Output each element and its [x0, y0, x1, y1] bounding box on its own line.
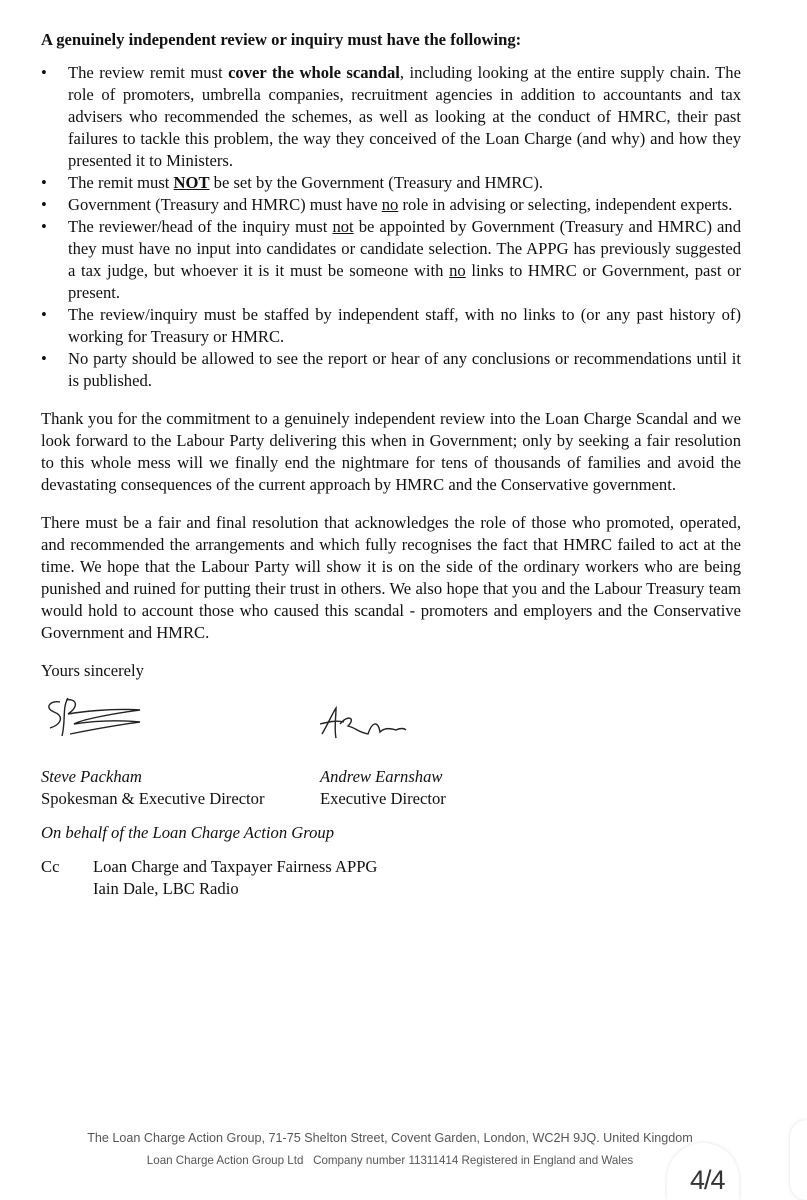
- cc-recipient: Iain Dale, LBC Radio: [93, 879, 239, 898]
- requirement-text: The review/inquiry must be staffed by independent staff, with no links to (or any past history of) working for Treasury or HMRC.: [68, 305, 741, 346]
- emphasis-text: cover the whole scandal: [228, 63, 400, 82]
- requirement-text: The reviewer/head of the inquiry must: [68, 217, 333, 236]
- requirement-text: The remit must: [68, 173, 174, 192]
- requirement-text: The review remit must: [68, 63, 229, 82]
- emphasis-text: no: [381, 195, 399, 214]
- requirement-text: role in advising or selecting, independent experts.: [398, 195, 733, 214]
- signatory-column: [41, 694, 320, 810]
- bullet-icon: •: [41, 349, 47, 368]
- scroll-bubble[interactable]: [790, 1120, 807, 1200]
- footer-address: The Loan Charge Action Group, 71-75 Shelton Street, Covent Garden, London, WC2H 9JQ. United Kingdom: [87, 1131, 693, 1145]
- signatory-name: Steve Packham: [41, 767, 142, 786]
- bullet-icon: •: [41, 173, 47, 192]
- requirement-text: be set by the Government (Treasury and HMRC).: [209, 173, 544, 192]
- signatory-column: [320, 694, 446, 810]
- closing: Yours sincerely: [41, 661, 144, 680]
- paragraph-thanks: Thank you for the commitment to a genuinely independent review into the Loan Charge Scandal and we look forward to the Labour Party delivering this when in Government; only by seeking a fair resolution to this whole mess will we finally end the nightmare for tens of thousands of families and avoid the devastating consequences of the current approach by HMRC and the Conservative government.: [41, 409, 741, 494]
- cc-block: [41, 856, 741, 900]
- section-heading: A genuinely independent review or inquiry must have the following:: [41, 30, 522, 49]
- bullet-icon: •: [41, 217, 47, 236]
- page-indicator: 4/4: [690, 1165, 725, 1195]
- bullet-icon: •: [41, 195, 47, 214]
- bullet-icon: •: [41, 63, 47, 82]
- requirement-text: , including looking at the entire supply chain. The role of promoters, umbrella companies, recruitment agencies in addition to accountants and tax advisers who recommended the schemes, as well as looking at the conduct of HMRC, their past failures to tackle this problem, the way they conceived of the Loan Charge (and why) and how they presented it to Ministers.: [68, 63, 741, 170]
- requirement-text: No party should be allowed to see the report or hear of any conclusions or recommendations until it is published.: [68, 349, 741, 390]
- requirement-item: [41, 216, 741, 304]
- requirement-item: [41, 172, 741, 194]
- emphasis-text: not: [332, 217, 354, 236]
- cc-recipients: [93, 856, 377, 900]
- signature-andrew-earnshaw: [318, 704, 408, 744]
- paragraph-resolution: There must be a fair and final resolution that acknowledges the role of those who promoted, operated, and recommended the arrangements and which fully recognises the fact that HMRC failed to act at the time. We hope that the Labour Party will show it is on the side of the ordinary workers who are being punished and ruined for putting their trust in others. We also hope that you and the Labour Treasury team would hold to account those who caused this scandal - promoters and employers and the Conservative Government and HMRC.: [41, 513, 741, 642]
- signatory-name: Andrew Earnshaw: [320, 767, 443, 786]
- emphasis-text: no: [449, 261, 466, 280]
- requirement-item: [41, 304, 741, 348]
- on-behalf-line: On behalf of the Loan Charge Action Group: [41, 823, 334, 842]
- requirement-text: Government (Treasury and HMRC) must have: [68, 195, 382, 214]
- requirements-list: [41, 62, 741, 392]
- emphasis-text: NOT: [173, 173, 210, 192]
- requirement-item: [41, 194, 741, 216]
- signature-steve-packham: [40, 694, 150, 744]
- requirement-text: links to HMRC or Government, past or present.: [68, 261, 741, 302]
- bullet-icon: •: [41, 305, 47, 324]
- requirement-text: be appointed by Government (Treasury and HMRC) and they must have no input into candidates or candidate selection. The APPG has previously suggested a tax judge, but whoever it is it must be someone with: [68, 217, 741, 280]
- requirement-item: [41, 348, 741, 392]
- letter-body: [41, 29, 741, 900]
- signatory-role: Spokesman & Executive Director: [41, 789, 265, 808]
- signatory-role: Executive Director: [320, 789, 446, 808]
- requirement-item: [41, 62, 741, 172]
- cc-label: Cc: [41, 857, 60, 876]
- cc-recipient: Loan Charge and Taxpayer Fairness APPG: [93, 857, 378, 876]
- signature-block: [41, 694, 741, 810]
- footer-company: Loan Charge Action Group Ltd Company number 11311414 Registered in England and Wales: [146, 1154, 634, 1167]
